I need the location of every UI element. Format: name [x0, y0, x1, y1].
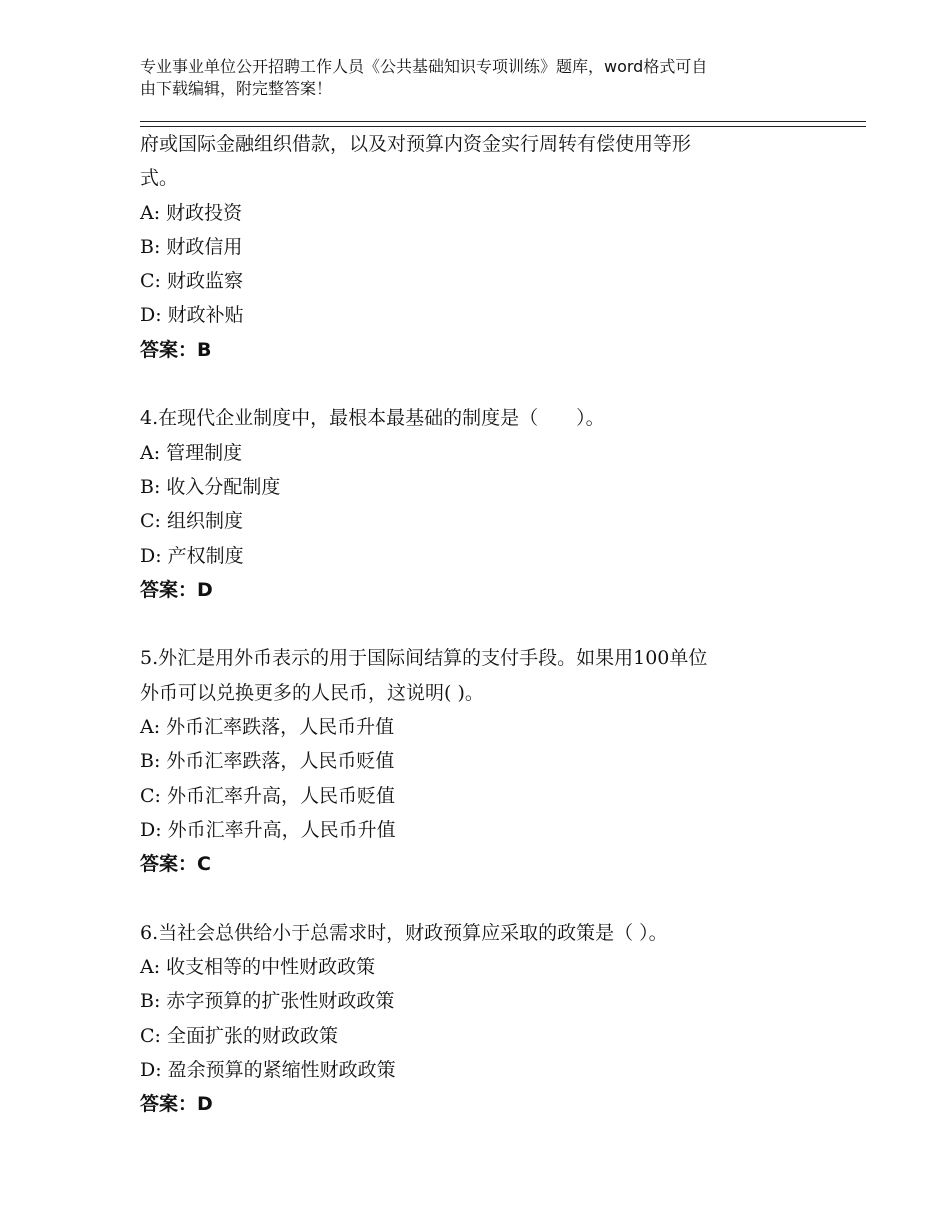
- question-list: [140, 127, 840, 1122]
- question-block: [140, 916, 840, 1122]
- option-a: A: 外币汇率跌落，人民币升值: [140, 716, 395, 739]
- question-text: 外币可以兑换更多的人民币，这说明( )。: [140, 681, 484, 704]
- header-line: 专业事业单位公开招聘工作人员《公共基础知识专项训练》题库，word格式可自: [140, 57, 708, 76]
- question-text: 4.在现代企业制度中，最根本最基础的制度是（ ）。: [140, 407, 605, 430]
- answer-label: 答案：C: [140, 853, 211, 876]
- option-d: D: 外币汇率升高，人民币升值: [140, 818, 396, 841]
- option-a: A: 收支相等的中性财政政策: [140, 956, 376, 979]
- spacer: [140, 367, 840, 401]
- option-b: B: 收入分配制度: [140, 475, 281, 498]
- option-b: B: 外币汇率跌落，人民币贬值: [140, 750, 395, 773]
- option-a: A: 管理制度: [140, 441, 243, 464]
- answer-label: 答案：B: [140, 338, 212, 361]
- option-d: D: 财政补贴: [140, 304, 244, 327]
- option-a: A: 财政投资: [140, 201, 243, 224]
- answer-label: 答案：D: [140, 578, 213, 601]
- option-d: D: 盈余预算的紧缩性财政政策: [140, 1059, 396, 1082]
- option-c: C: 组织制度: [140, 510, 243, 533]
- question-text: 式。: [140, 167, 179, 190]
- answer-label: 答案：D: [140, 1093, 213, 1116]
- question-block: [140, 641, 840, 881]
- header-divider: [140, 121, 866, 122]
- question-text: 府或国际金融组织借款，以及对预算内资金实行周转有偿使用等形: [140, 133, 692, 155]
- question-block: [140, 127, 840, 367]
- option-b: B: 财政信用: [140, 235, 243, 258]
- option-c: C: 外币汇率升高，人民币贬值: [140, 784, 395, 807]
- option-c: C: 全面扩张的财政政策: [140, 1024, 338, 1047]
- question-text: 5.外汇是用外币表示的用于国际间结算的支付手段。如果用100单位: [140, 647, 708, 670]
- spacer: [140, 607, 840, 641]
- question-text: 6.当社会总供给小于总需求时，财政预算应采取的政策是（ ）。: [140, 921, 668, 944]
- document-header: [140, 56, 820, 100]
- question-block: [140, 401, 840, 607]
- option-b: B: 赤字预算的扩张性财政政策: [140, 990, 395, 1013]
- option-d: D: 产权制度: [140, 544, 244, 567]
- option-c: C: 财政监察: [140, 270, 243, 293]
- header-line: 由下载编辑，附完整答案！: [140, 79, 333, 98]
- spacer: [140, 882, 840, 916]
